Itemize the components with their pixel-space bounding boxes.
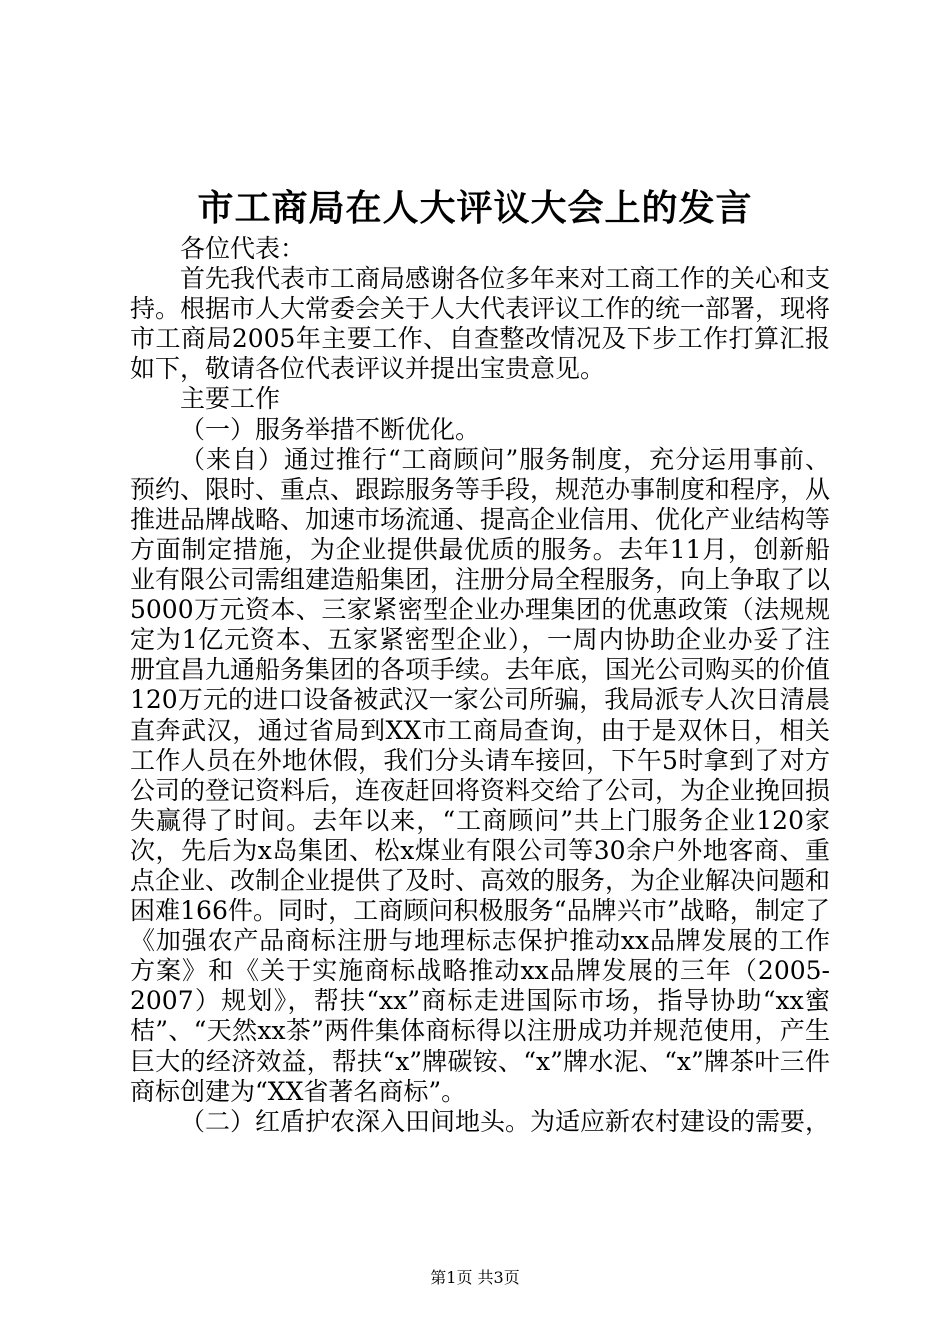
intro-paragraph: 首先我代表市工商局感谢各位多年来对工商工作的关心和支持。根据市人大常委会关于人大代表评议工作的统一部署，现将市工商局2005年主要工作、自查整改情况及下步工作打算汇报如下，敬请各位代表评议并提出宝贵意见。 bbox=[130, 264, 831, 384]
salutation-paragraph: 各位代表： bbox=[180, 234, 306, 263]
document-body bbox=[130, 234, 830, 1137]
page-footer: 第1页 共3页 bbox=[430, 1268, 520, 1287]
body-paragraph: （来自）通过推行“工商顾问”服务制度，充分运用事前、预约、限时、重点、跟踪服务等手段，规范办事制度和程序，从推进品牌战略、加速市场流通、提高企业信用、优化产业结构等方面制定措施，为企业提供最优质的服务。去年11月，创新船业有限公司需组建造船集团，注册分局全程服务，向上争取了以5000万元资本、三家紧密型企业办理集团的优惠政策（法规规定为1亿元资本、五家紧密型企业），一周内协助企业办妥了注册宜昌九通船务集团的各项手续。去年底，国光公司购买的价值120万元的进口设备被武汉一家公司所骗，我局派专人次日清晨直奔武汉，通过省局到XX市工商局查询，由于是双休日，相关工作人员在外地休假，我们分头请车接回，下午5时拿到了对方公司的登记资料后，连夜赶回将资料交给了公司，为企业挽回损失赢得了时间。去年以来，“工商顾问”共上门服务企业120家次，先后为x岛集团、松x煤业有限公司等30余户外地客商、重点企业、改制企业提供了及时、高效的服务，为企业解决问题和困难166件。同时，工商顾问积极服务“品牌兴市”战略，制定了《加强农产品商标注册与地理标志保护推动xx品牌发展的工作方案》和《关于实施商标战略推动xx品牌发展的三年（2005-2007）规划》，帮扶“xx”商标走进国际市场，指导协助“xx蜜桔”、“天然xx茶”两件集体商标得以注册成功并规范使用，产生巨大的经济效益，帮扶“x”牌碳铵、“x”牌水泥、“x”牌茶叶三件商标创建为“XX省著名商标”。 bbox=[130, 444, 831, 1106]
body-paragraph-continued: （二）红盾护农深入田间地头。为适应新农村建设的需要， bbox=[180, 1106, 831, 1136]
document-title: 市工商局在人大评议大会上的发言 bbox=[197, 187, 753, 229]
subsection-heading: （一）服务举措不断优化。 bbox=[180, 414, 481, 444]
section-heading: 主要工作 bbox=[180, 384, 281, 414]
